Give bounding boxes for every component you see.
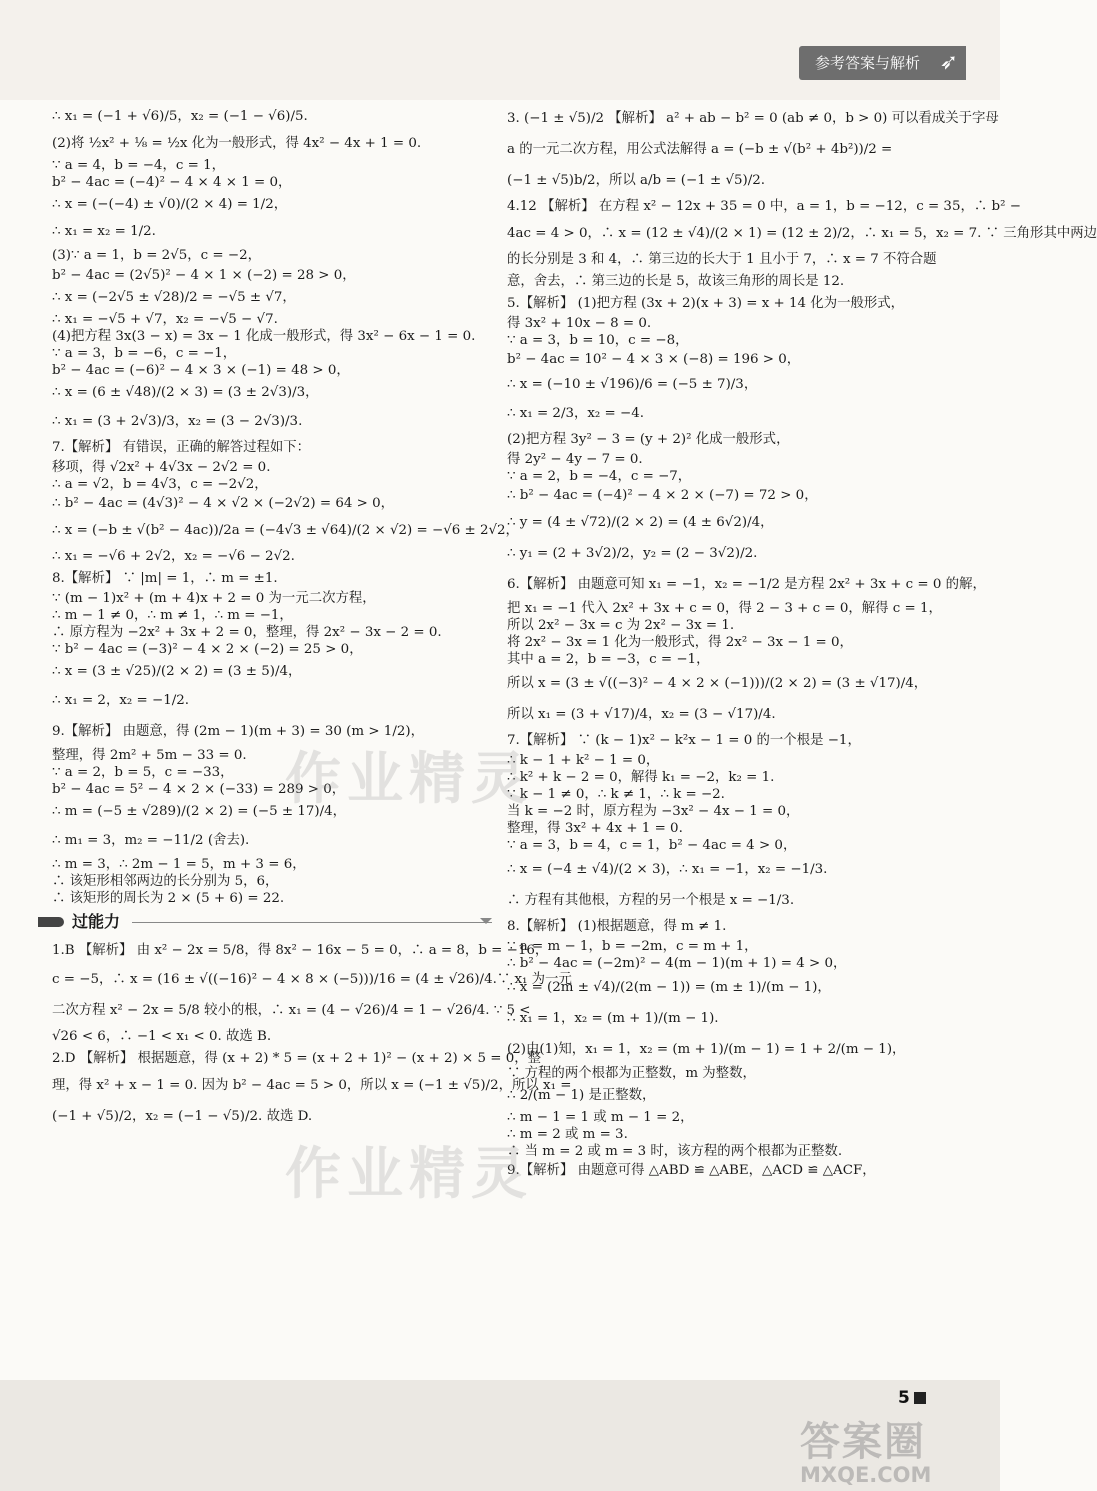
answer-line: (3)∵ a = 1，b = 2√5，c = −2， (52, 248, 261, 263)
answer-line: b² − 4ac = 5² − 4 × 2 × (−33) = 289 > 0， (52, 782, 346, 797)
answer-line: ∴ 当 m = 2 或 m = 3 时，该方程的两个根都为正整数. (507, 1144, 843, 1159)
answer-line: ∵ a = 3，b = 10，c = −8， (507, 333, 689, 348)
answer-line: ∴ x₁ = −√5 + √7，x₂ = −√5 − √7. (52, 312, 278, 327)
answer-line: ∵ b² − 4ac = (−3)² − 4 × 2 × (−2) = 25 > 0， (52, 642, 363, 657)
page-bottom-band (0, 1380, 1000, 1491)
answer-line: ∴ k − 1 + k² − 1 = 0， (507, 753, 660, 768)
answer-line: 其中 a = 2，b = −3，c = −1， (507, 652, 710, 667)
answer-line: ∴ x₁ = 2/3，x₂ = −4. (507, 406, 645, 421)
page-number (898, 1388, 926, 1408)
answer-line: a 的一元二次方程，用公式法解得 a = (−b ± √(b² + 4b²))/2 = (507, 142, 893, 157)
answer-line: 2.D 【解析】 根据题意，得 (x + 2) * 5 = (x + 2 + 1)² − (x + 2) × 5 = 0，整 (52, 1051, 542, 1066)
answer-line: ∴ a = √2，b = 4√3，c = −2√2， (52, 477, 268, 492)
answer-line: 当 k = −2 时，原方程为 −3x² − 4x − 1 = 0， (507, 804, 800, 819)
answer-line: (2)把方程 3y² − 3 = (y + 2)² 化成一般形式， (507, 432, 790, 447)
answer-line: ∴ x = (6 ± √48)/(2 × 3) = (3 ± 2√3)/3， (52, 385, 319, 400)
answer-line: 4.12 【解析】 在方程 x² − 12x + 35 = 0 中，a = 1，b = −12，c = 35，∴ b² − (507, 199, 1021, 214)
answer-line: c = −5，∴ x = (16 ± √((−16)² − 4 × 8 × (−5)))/16 = (4 ± √26)/4.∵ x₁ 为一元 (52, 972, 572, 987)
answer-line: ∴ x₁ = 2，x₂ = −1/2. (52, 693, 190, 708)
answer-line: 得 2y² − 4y − 7 = 0. (507, 452, 643, 467)
answer-line: 7.【解析】 ∵ (k − 1)x² − k²x − 1 = 0 的一个根是 −1， (507, 733, 861, 748)
answer-line: ∴ x₁ = x₂ = 1/2. (52, 224, 156, 239)
answer-line: 的长分别是 3 和 4，∴ 第三边的长大于 1 且小于 7，∴ x = 7 不符合题 (507, 252, 937, 267)
answer-line: (−1 ± √5)b/2，所以 a/b = (−1 ± √5)/2. (507, 173, 766, 188)
answer-line: ∵ a = 2，b = −4，c = −7， (507, 469, 692, 484)
answer-line: ∴ x = (3 ± √25)/(2 × 2) = (3 ± 5)/4， (52, 664, 302, 679)
answer-line: 8.【解析】 (1)根据题意，得 m ≠ 1. (507, 919, 727, 934)
answer-line: ∴ m = 3，∴ 2m − 1 = 5，m + 3 = 6， (52, 857, 306, 872)
watermark-logo-text: 答案圈 (800, 1419, 926, 1465)
left-ability-lines (52, 937, 572, 1132)
answer-line: ∴ x₁ = 1，x₂ = (m + 1)/(m − 1). (507, 1011, 719, 1026)
section-heading (38, 909, 492, 935)
right-column (507, 103, 1097, 1182)
answer-line: ∴ y₁ = (2 + 3√2)/2，y₂ = (2 − 3√2)/2. (507, 546, 758, 561)
page-number-text: 5 (898, 1388, 910, 1408)
answer-line: 6.【解析】 由题意可知 x₁ = −1，x₂ = −1/2 是方程 2x² + 3x + c = 0 的解， (507, 577, 986, 592)
page-mark-icon (914, 1392, 926, 1404)
answer-line: ∵ a = 2，b = 5，c = −33， (52, 765, 234, 780)
section-header (799, 46, 966, 80)
answer-line: b² − 4ac = (−6)² − 4 × 3 × (−1) = 48 > 0， (52, 363, 350, 378)
answer-line: 得 3x² + 10x − 8 = 0. (507, 316, 652, 331)
header-title: 参考答案与解析 (814, 54, 920, 72)
answer-line: ∴ k² + k − 2 = 0，解得 k₁ = −2，k₂ = 1. (507, 770, 775, 785)
answer-line: 意，舍去，∴ 第三边的长是 5，故该三角形的周长是 12. (507, 274, 845, 289)
answer-line: ∴ m − 1 ≠ 0，∴ m ≠ 1，∴ m = −1， (52, 608, 293, 623)
answer-line: 移项，得 √2x² + 4√3x − 2√2 = 0. (52, 460, 271, 475)
answer-line: b² − 4ac = (−4)² − 4 × 4 × 1 = 0， (52, 175, 292, 190)
answer-line: ∴ 方程有其他根，方程的另一个根是 x = −1/3. (507, 893, 795, 908)
section-rule (132, 922, 492, 923)
right-answer-lines (507, 103, 1097, 1182)
answer-line: 所以 x₁ = (3 + √17)/4，x₂ = (3 − √17)/4. (507, 707, 776, 722)
answer-line: ∴ 2/(m − 1) 是正整数， (507, 1088, 656, 1103)
answer-line: ∴ b² − 4ac = (−2m)² − 4(m − 1)(m + 1) = 4 > 0， (507, 956, 847, 971)
answer-line: b² − 4ac = (2√5)² − 4 × 1 × (−2) = 28 > 0， (52, 268, 356, 283)
answer-line: (−1 + √5)/2，x₂ = (−1 − √5)/2. 故选 D. (52, 1109, 313, 1124)
answer-line: 所以 x = (3 ± √((−3)² − 4 × 2 × (−1)))/(2 × 2) = (3 ± √17)/4， (507, 676, 928, 691)
answer-line: (2)由(1)知，x₁ = 1，x₂ = (m + 1)/(m − 1) = 1 + 2/(m − 1)， (507, 1042, 906, 1057)
answer-line: 所以 2x² − 3x = c 为 2x² − 3x = 1. (507, 618, 735, 633)
answer-line: 7.【解析】 有错误，正确的解答过程如下： (52, 440, 311, 455)
answer-line: 9.【解析】 由题意可得 △ABD ≌ △ABE，△ACD ≌ △ACF， (507, 1163, 876, 1178)
answer-line: ∴ m = 2 或 m = 3. (507, 1127, 628, 1142)
answer-line: ∴ x = (2m ± √4)/(2(m − 1)) = (m ± 1)/(m − 1)， (507, 980, 831, 995)
answer-line: 二次方程 x² − 2x = 5/8 较小的根，∴ x₁ = (4 − √26)/4 = 1 − √26/4. ∵ 5 < (52, 1003, 531, 1018)
answer-line: 3. (−1 ± √5)/2 【解析】 a² + ab − b² = 0 (ab ≠ 0，b > 0) 可以看成关于字母 (507, 111, 999, 126)
answer-line: ∵ k − 1 ≠ 0，∴ k ≠ 1，∴ k = −2. (507, 787, 725, 802)
answer-line: ∴ 该矩形的周长为 2 × (5 + 6) = 22. (52, 891, 285, 906)
answer-line: ∴ x = (−(−4) ± √0)/(2 × 4) = 1/2， (52, 197, 288, 212)
answer-line: ∵ a = 3，b = −6，c = −1， (52, 346, 237, 361)
answer-line: ∴ m = (−5 ± √289)/(2 × 2) = (−5 ± 17)/4， (52, 804, 347, 819)
answer-line: 9.【解析】 由题意，得 (2m − 1)(m + 3) = 30 (m > 1/2)， (52, 724, 424, 739)
answer-line: (4)把方程 3x(3 − x) = 3x − 1 化成一般形式，得 3x² − 6x − 1 = 0. (52, 329, 476, 344)
answer-line: 整理，得 3x² + 4x + 1 = 0. (507, 821, 683, 836)
left-answer-lines (52, 103, 519, 907)
answer-line: ∴ x₁ = (−1 + √6)/5，x₂ = (−1 − √6)/5. (52, 109, 308, 124)
answer-line: ∵ (m − 1)x² + (m + 4)x + 2 = 0 为一元二次方程， (52, 591, 376, 606)
answer-line: ∴ 原方程为 −2x² + 3x + 2 = 0，整理，得 2x² − 3x − 2 = 0. (52, 625, 442, 640)
watermark-lower: 作业精灵 (285, 1142, 533, 1207)
answer-line: 4ac = 4 > 0，∴ x = (12 ± √4)/(2 × 1) = (12 ± 2)/2，∴ x₁ = 5，x₂ = 7. ∵ 三角形其中两边 (507, 226, 1097, 241)
answer-line: 1.B 【解析】 由 x² − 2x = 5/8，得 8x² − 16x − 5 = 0，∴ a = 8，b = −16， (52, 943, 549, 958)
answer-line: ∴ b² − 4ac = (4√3)² − 4 × √2 × (−2√2) = 64 > 0， (52, 496, 394, 511)
answer-line: ∵ a = 3，b = 4，c = 1，b² − 4ac = 4 > 0， (507, 838, 797, 853)
answer-line: ∴ x = (−10 ± √196)/6 = (−5 ± 7)/3， (507, 377, 758, 392)
answer-line: ∵ a = m − 1，b = −2m，c = m + 1， (507, 939, 758, 954)
section-marker-icon (38, 917, 64, 927)
watermark-mid: 作业精灵 (285, 747, 533, 812)
answer-line: 5.【解析】 (1)把方程 (3x + 2)(x + 3) = x + 14 化为一般形式， (507, 296, 905, 311)
answer-line: ∴ x₁ = (3 + 2√3)/3，x₂ = (3 − 2√3)/3. (52, 414, 303, 429)
answer-line: ∴ b² − 4ac = (−4)² − 4 × 2 × (−7) = 72 > 0， (507, 488, 818, 503)
left-column (52, 103, 572, 1132)
answer-line: 理，得 x² + x − 1 = 0. 因为 b² − 4ac = 5 > 0，所以 x = (−1 ± √5)/2，所以 x₁ = (52, 1078, 572, 1093)
answer-line: ∴ 该矩形相邻两边的长分别为 5，6， (52, 874, 279, 889)
answer-line: b² − 4ac = 10² − 4 × 3 × (−8) = 196 > 0， (507, 352, 801, 367)
answer-line: ∴ x = (−4 ± √4)/(2 × 3)，∴ x₁ = −1，x₂ = −1/3. (507, 862, 828, 877)
answer-line: ∵ 方程的两个根都为正整数，m 为整数， (507, 1066, 756, 1081)
section-title: 过能力 (72, 912, 121, 931)
answer-line: 将 2x² − 3x = 1 化为一般形式，得 2x² − 3x − 1 = 0， (507, 635, 853, 650)
answer-line: ∴ m₁ = 3，m₂ = −11/2 (舍去). (52, 833, 250, 848)
answer-line: (2)将 ½x² + ⅛ = ½x 化为一般形式，得 4x² − 4x + 1 = 0. (52, 136, 422, 151)
watermark-url: MXQE.COM (800, 1463, 932, 1487)
answer-line: 整理，得 2m² + 5m − 33 = 0. (52, 748, 247, 763)
answer-line: 8.【解析】 ∵ |m| = 1，∴ m = ±1. (52, 571, 278, 586)
answer-line: ∴ x = (−b ± √(b² − 4ac))/2a = (−4√3 ± √64)/(2 × √2) = −√6 ± 2√2， (52, 523, 519, 538)
rocket-icon: ➶ (939, 50, 958, 75)
answer-line: ∴ x₁ = −√6 + 2√2，x₂ = −√6 − 2√2. (52, 549, 295, 564)
answer-line: ∴ x = (−2√5 ± √28)/2 = −√5 ± √7， (52, 290, 296, 305)
answer-line: ∵ a = 4，b = −4，c = 1， (52, 158, 225, 173)
answer-line: 把 x₁ = −1 代入 2x² + 3x + c = 0，得 2 − 3 + c = 0，解得 c = 1， (507, 601, 942, 616)
answer-line: ∴ y = (4 ± √72)/(2 × 2) = (4 ± 6√2)/4， (507, 515, 774, 530)
answer-line: ∴ m − 1 = 1 或 m − 1 = 2， (507, 1110, 694, 1125)
answer-line: √26 < 6，∴ −1 < x₁ < 0. 故选 B. (52, 1029, 272, 1044)
